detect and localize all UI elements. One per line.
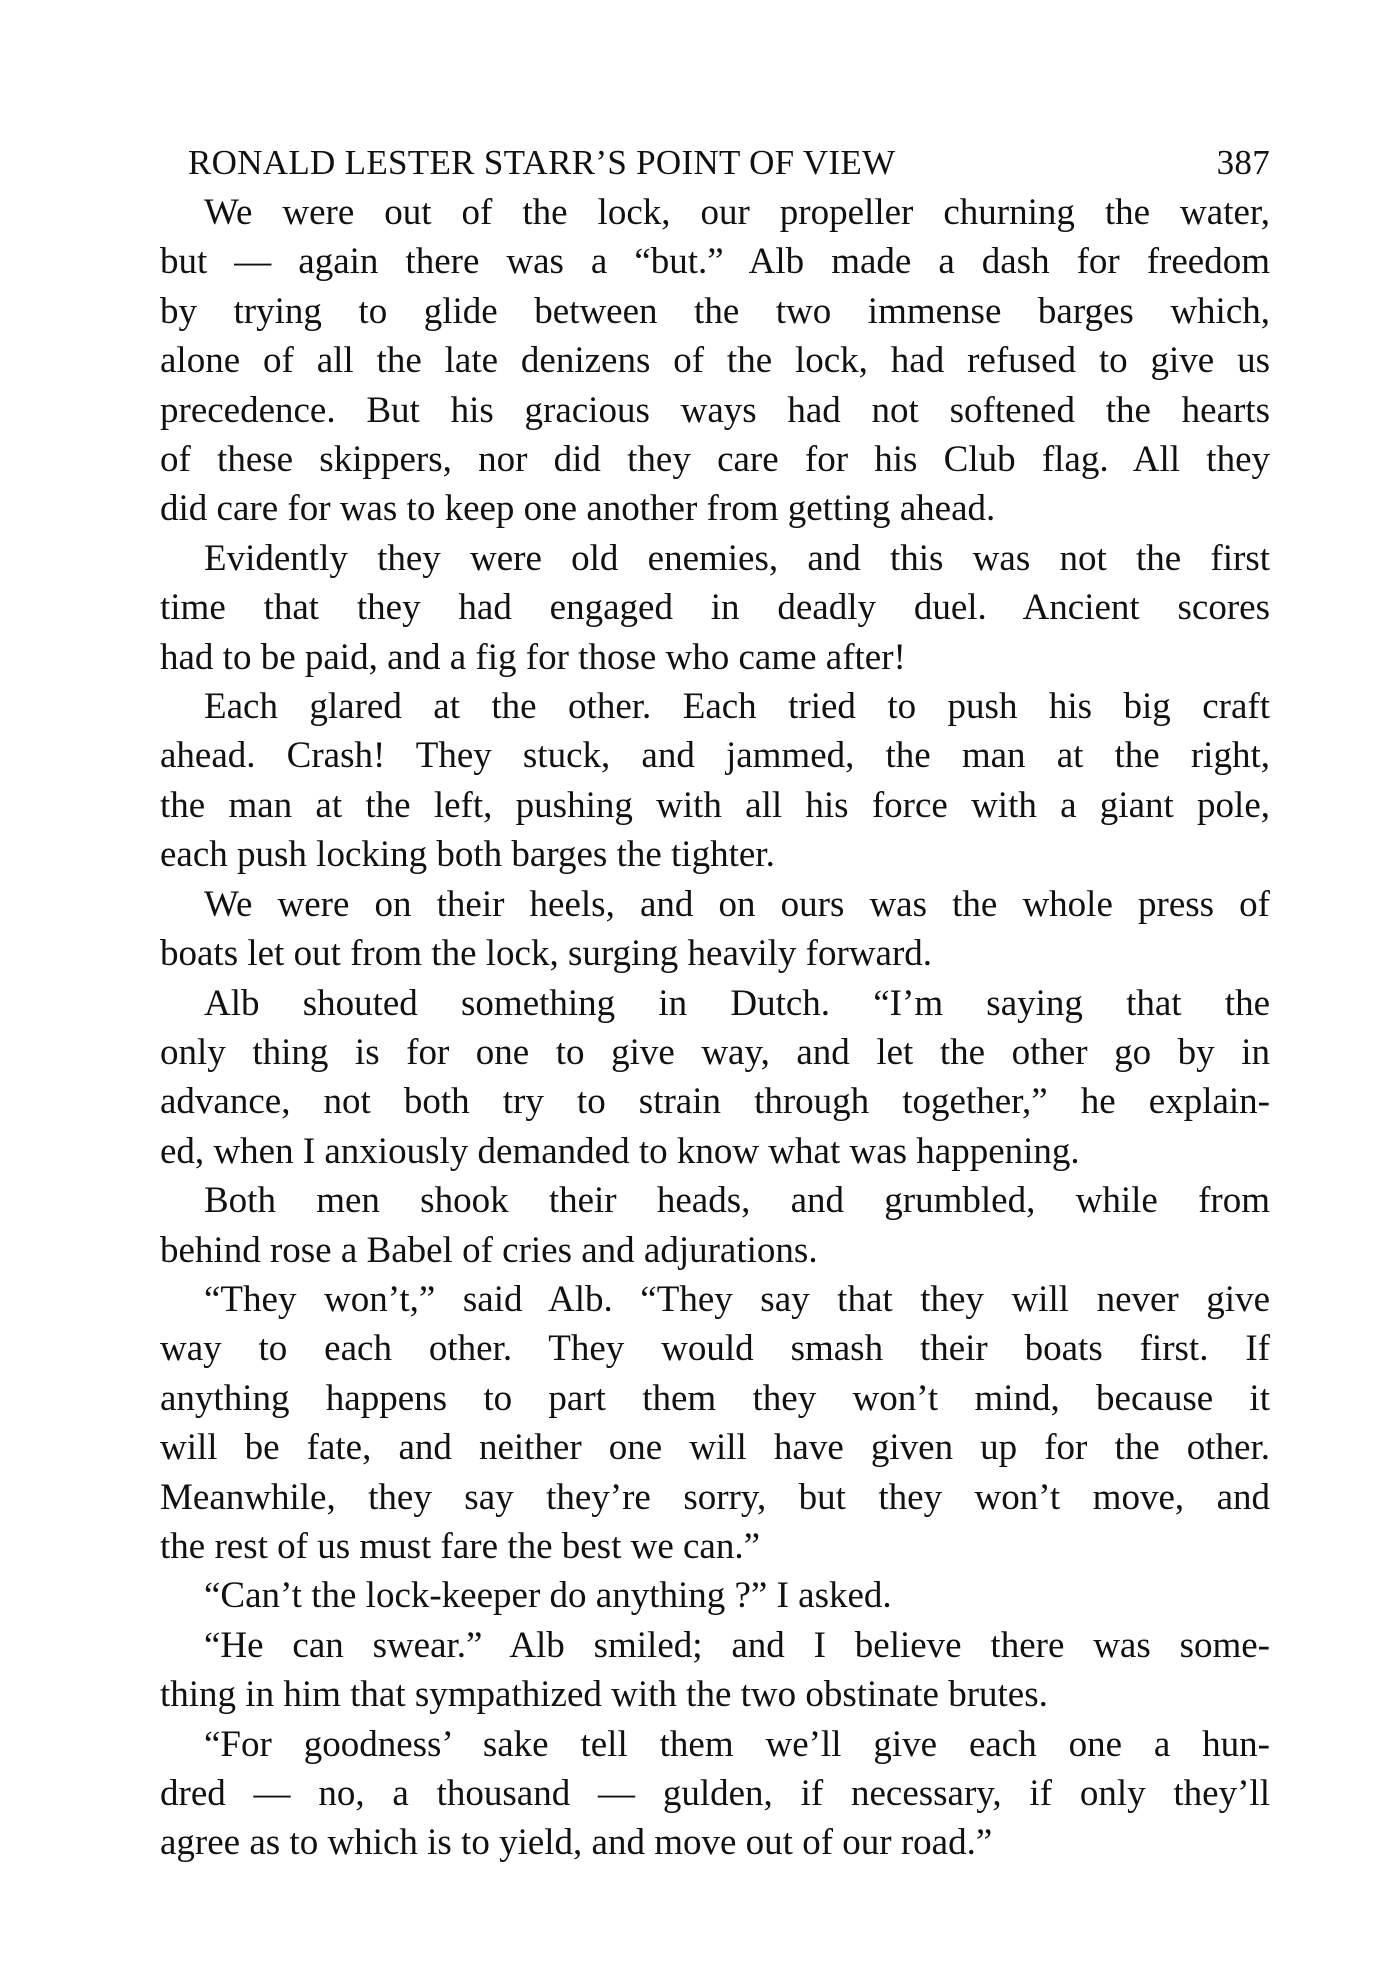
text-line: each push locking both barges the tighter. (160, 834, 775, 876)
paragraph (160, 880, 1270, 979)
text-line: Each glared at the other. Each tried to push his big craft (204, 686, 1270, 728)
text-line: the rest of us must fare the best we can.” (160, 1525, 761, 1567)
text-line: “They won’t,” said Alb. “They say that they will never give (204, 1278, 1270, 1320)
body-text (160, 188, 1270, 1868)
text-line: time that they had engaged in deadly duel. Ancient scores (160, 587, 1270, 629)
text-line: alone of all the late denizens of the lock, had refused to give us (160, 340, 1270, 382)
text-line: did care for was to keep one another from getting ahead. (160, 488, 996, 530)
text-line: anything happens to part them they won’t mind, because it (160, 1377, 1270, 1419)
text-line: Meanwhile, they say they’re sorry, but they won’t move, and (160, 1476, 1270, 1518)
text-line: We were on their heels, and on ours was the whole press of (204, 883, 1270, 925)
running-head-title: RONALD LESTER STARR’S POINT OF VIEW (188, 143, 896, 182)
text-line: We were out of the lock, our propeller churning the water, (204, 192, 1270, 233)
text-line: will be fate, and neither one will have given up for the other. (160, 1427, 1270, 1469)
text-line: boats let out from the lock, surging heavily forward. (160, 933, 933, 975)
text-line: Alb shouted something in Dutch. “I’m saying that the (204, 982, 1270, 1024)
text-line: dred — no, a thousand — gulden, if necessary, if only they’ll (160, 1773, 1270, 1814)
paragraph (160, 534, 1270, 682)
paragraph (160, 1571, 1270, 1620)
text-line: “Can’t the lock-keeper do anything ?” I asked. (204, 1575, 892, 1617)
book-page (160, 138, 1270, 1868)
text-line: ed, when I anxiously demanded to know what was happening. (160, 1130, 1080, 1172)
paragraph (160, 682, 1270, 880)
text-line: had to be paid, and a fig for those who came after! (160, 636, 906, 678)
text-line: “He can swear.” Alb smiled; and I believe there was some- (204, 1624, 1270, 1666)
running-head (188, 138, 1270, 188)
text-line: Both men shook their heads, and grumbled, while from (204, 1180, 1270, 1222)
text-line: but — again there was a “but.” Alb made a dash for freedom (160, 241, 1270, 283)
paragraph (160, 979, 1270, 1177)
paragraph (160, 1621, 1270, 1720)
text-line: behind rose a Babel of cries and adjurations. (160, 1229, 818, 1271)
text-line: only thing is for one to give way, and let the other go by in (160, 1031, 1270, 1073)
text-line: by trying to glide between the two immense barges which, (160, 290, 1270, 332)
text-line: of these skippers, nor did they care for his Club flag. All they (160, 439, 1270, 481)
paragraph (160, 1720, 1270, 1868)
paragraph (160, 1176, 1270, 1275)
page-number: 387 (1216, 143, 1270, 182)
text-line: precedence. But his gracious ways had not softened the hearts (160, 389, 1270, 431)
text-line: “For goodness’ sake tell them we’ll give each one a hun- (204, 1723, 1270, 1765)
text-line: advance, not both try to strain through together,” he explain- (160, 1081, 1270, 1123)
text-line: agree as to which is to yield, and move out of our road.” (160, 1822, 993, 1864)
text-line: the man at the left, pushing with all his force with a giant pole, (160, 784, 1270, 826)
text-line: ahead. Crash! They stuck, and jammed, the man at the right, (160, 735, 1270, 777)
paragraph (160, 1275, 1270, 1571)
paragraph (160, 188, 1270, 534)
text-line: way to each other. They would smash their boats first. If (160, 1328, 1270, 1370)
text-line: Evidently they were old enemies, and this was not the first (204, 537, 1270, 579)
text-line: thing in him that sympathized with the two obstinate brutes. (160, 1674, 1048, 1716)
